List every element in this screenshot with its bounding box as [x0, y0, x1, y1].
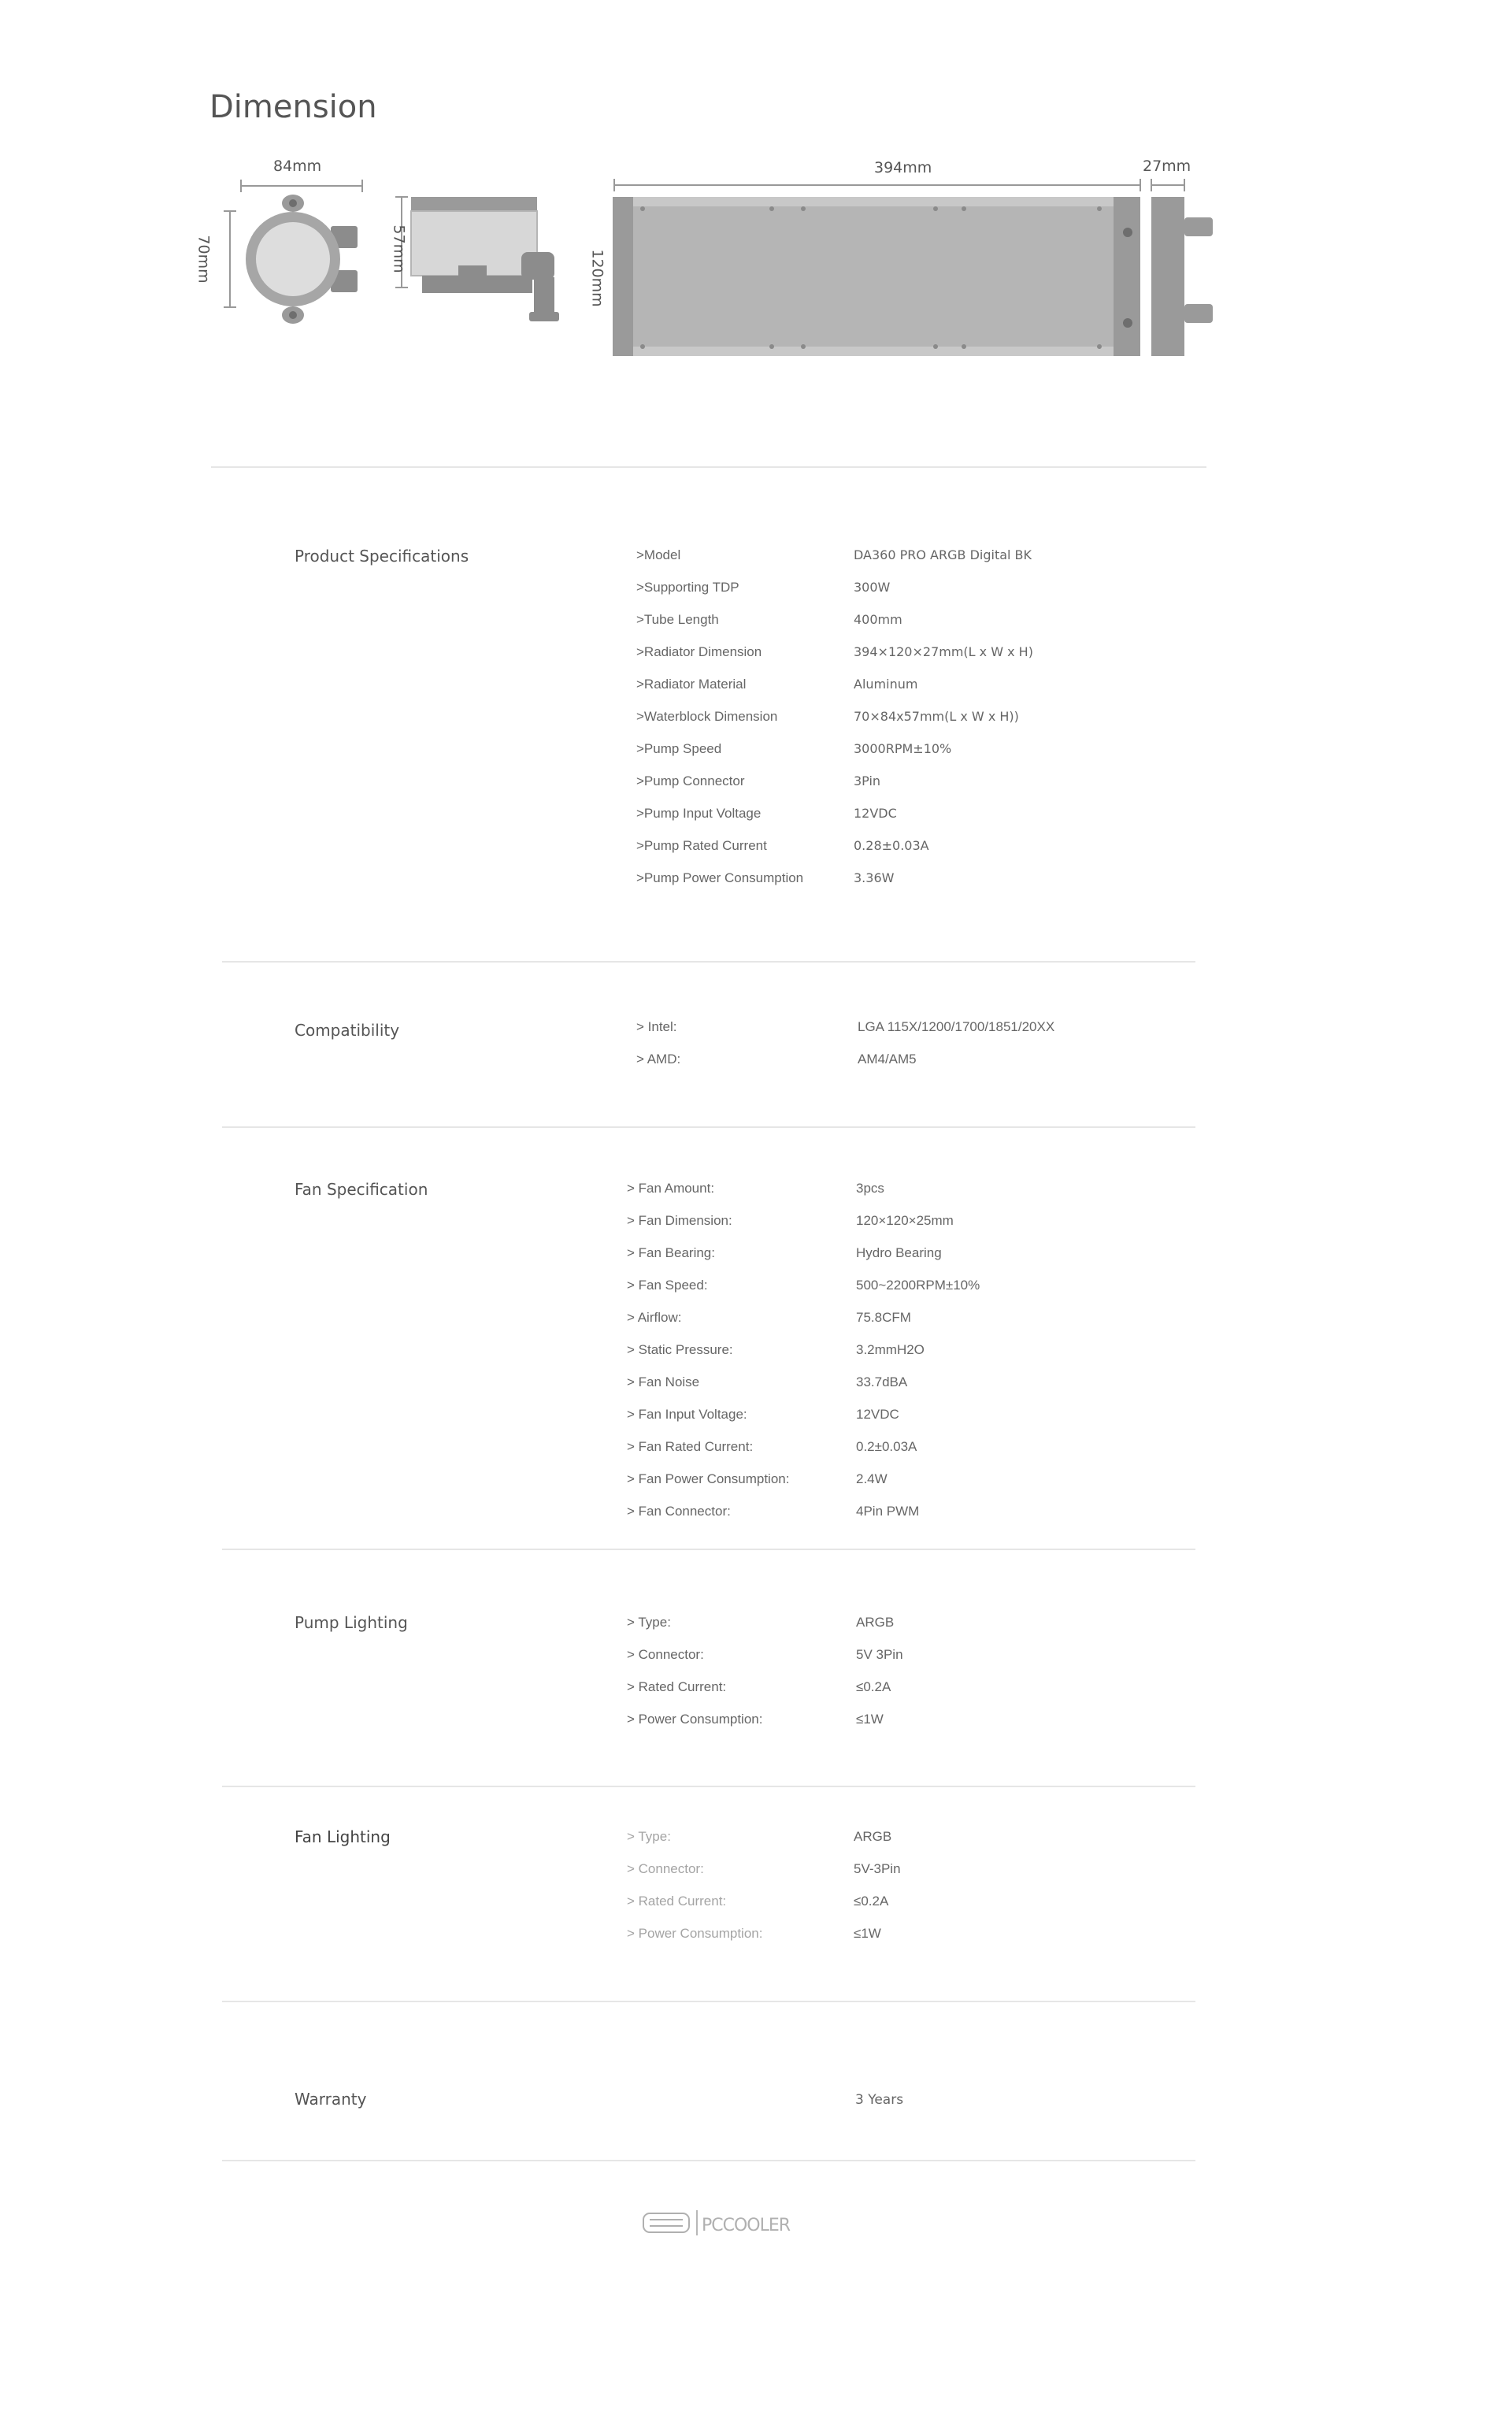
spec-value: 5V 3Pin — [856, 1647, 903, 1662]
spec-label: > Rated Current: — [627, 1894, 727, 1909]
spec-label: > Type: — [627, 1615, 671, 1630]
spec-value: DA360 PRO ARGB Digital BK — [854, 547, 1032, 562]
divider — [222, 2160, 1195, 2161]
section-title: Product Specifications — [295, 547, 469, 566]
spec-value: 75.8CFM — [856, 1310, 911, 1325]
spec-value: Hydro Bearing — [856, 1245, 942, 1260]
spec-value: LGA 115X/1200/1700/1851/20XX — [858, 1019, 1055, 1034]
spec-label: >Pump Power Consumption — [636, 870, 804, 885]
spec-value: 0.28±0.03A — [854, 838, 929, 853]
warranty-value: 3 Years — [855, 2092, 904, 2108]
spec-label: >Pump Connector — [636, 773, 745, 788]
spec-value: 12VDC — [856, 1407, 899, 1422]
page-title: Dimension — [209, 88, 377, 125]
spec-value: 300W — [854, 580, 891, 595]
spec-label: > Power Consumption: — [627, 1712, 763, 1727]
spec-label: > Intel: — [636, 1019, 677, 1034]
spec-label: >Model — [636, 547, 681, 562]
spec-label: > Fan Connector: — [627, 1504, 731, 1519]
radiator-height-label: 120mm — [588, 249, 606, 307]
spec-value: 500~2200RPM±10% — [856, 1278, 980, 1293]
spec-label: > Connector: — [627, 1647, 704, 1662]
spec-label: >Waterblock Dimension — [636, 709, 778, 724]
divider — [222, 1549, 1195, 1550]
spec-label: > Fan Bearing: — [627, 1245, 715, 1260]
spec-value: 0.2±0.03A — [856, 1439, 917, 1454]
pump-side-view — [395, 197, 559, 321]
spec-value: 3pcs — [856, 1181, 884, 1196]
spec-value: 3.2mmH2O — [856, 1342, 925, 1357]
divider — [222, 961, 1195, 963]
pump-height-label: 70mm — [195, 235, 213, 284]
spec-value: 33.7dBA — [856, 1374, 908, 1389]
radiator-length-label: 394mm — [874, 159, 932, 176]
spec-value: 400mm — [854, 612, 902, 627]
section-title: Warranty — [295, 2090, 367, 2109]
dimension-drawings — [0, 0, 1512, 378]
spec-label: > Type: — [627, 1829, 671, 1844]
spec-label: >Pump Rated Current — [636, 838, 767, 853]
divider — [222, 1126, 1195, 1128]
spec-value: 3000RPM±10% — [854, 741, 952, 756]
pump-top-view — [224, 180, 362, 324]
divider — [211, 466, 1206, 468]
spec-value: ≤1W — [856, 1712, 884, 1727]
spec-label: > Fan Power Consumption: — [627, 1471, 790, 1486]
spec-label: > Fan Noise — [627, 1374, 700, 1389]
pccooler-logo-icon — [642, 2205, 791, 2240]
spec-value: ≤0.2A — [856, 1679, 891, 1694]
spec-label: > Fan Speed: — [627, 1278, 708, 1293]
spec-value: 4Pin PWM — [856, 1504, 920, 1519]
spec-label: > AMD: — [636, 1052, 681, 1067]
radiator-side-view — [1151, 179, 1213, 356]
divider — [222, 1786, 1195, 1787]
radiator-thickness-label: 27mm — [1143, 158, 1191, 175]
spec-label: > Static Pressure: — [627, 1342, 733, 1357]
spec-value: AM4/AM5 — [858, 1052, 917, 1067]
pump-width-label: 84mm — [273, 158, 322, 175]
dimension-drawing-svg — [0, 0, 1512, 378]
spec-label: > Connector: — [627, 1861, 704, 1876]
spec-label: >Tube Length — [636, 612, 719, 627]
spec-label: >Radiator Dimension — [636, 644, 762, 659]
spec-label: > Rated Current: — [627, 1679, 727, 1694]
section-title: Pump Lighting — [295, 1613, 408, 1632]
radiator-front-view — [613, 179, 1140, 356]
spec-label: >Supporting TDP — [636, 580, 739, 595]
spec-value: 394×120×27mm(L x W x H) — [854, 644, 1033, 659]
spec-value: ≤0.2A — [854, 1894, 889, 1909]
spec-label: > Fan Rated Current: — [627, 1439, 754, 1454]
spec-value: Aluminum — [854, 677, 918, 692]
spec-label: > Airflow: — [627, 1310, 682, 1325]
spec-value: 2.4W — [856, 1471, 888, 1486]
spec-value: ARGB — [856, 1615, 895, 1630]
spec-value: 5V-3Pin — [854, 1861, 901, 1876]
logo-text: PCCOOLER — [702, 2216, 791, 2235]
spec-value: ARGB — [854, 1829, 892, 1844]
spec-value: 120×120×25mm — [856, 1213, 954, 1228]
divider — [222, 2001, 1195, 2002]
spec-label: > Fan Input Voltage: — [627, 1407, 747, 1422]
spec-value: ≤1W — [854, 1926, 881, 1941]
spec-value: 12VDC — [854, 806, 897, 821]
spec-label: > Fan Dimension: — [627, 1213, 732, 1228]
pump-side-height-label: 57mm — [390, 224, 408, 273]
spec-label: > Fan Amount: — [627, 1181, 715, 1196]
spec-value: 70×84x57mm(L x W x H)) — [854, 709, 1019, 724]
spec-label: >Radiator Material — [636, 677, 747, 692]
section-title: Fan Specification — [295, 1180, 428, 1199]
spec-label: > Power Consumption: — [627, 1926, 763, 1941]
spec-label: >Pump Speed — [636, 741, 722, 756]
section-title: Fan Lighting — [295, 1827, 391, 1846]
spec-label: >Pump Input Voltage — [636, 806, 762, 821]
spec-value: 3.36W — [854, 870, 895, 885]
section-title: Compatibility — [295, 1021, 400, 1040]
brand-logo — [642, 2205, 791, 2244]
spec-value: 3Pin — [854, 773, 881, 788]
